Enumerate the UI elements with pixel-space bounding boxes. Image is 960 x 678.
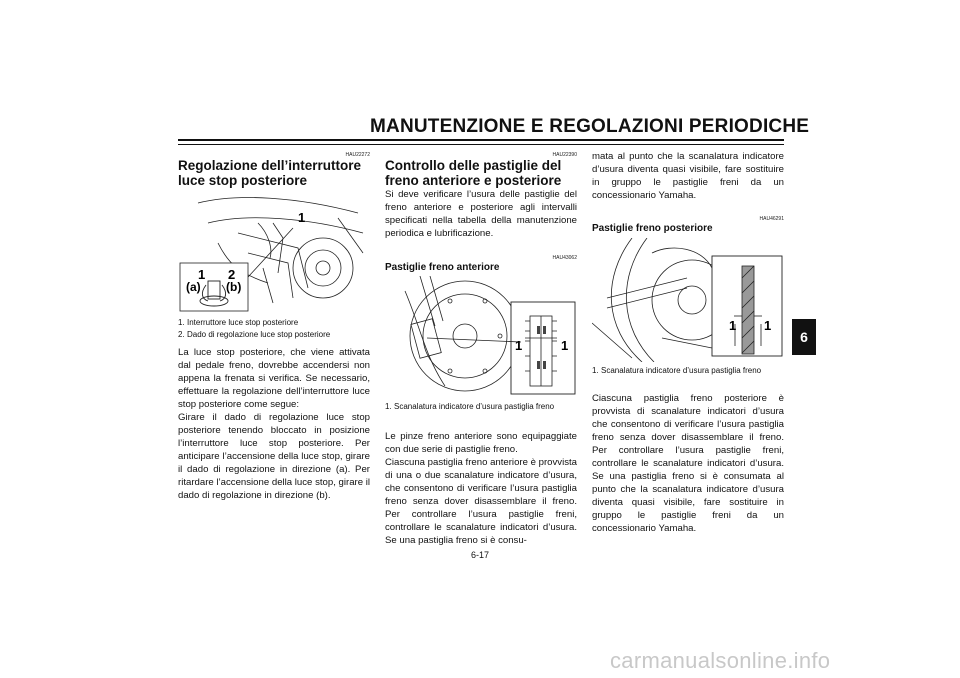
- caption-text: Scanalatura indicatore d’usura pastiglia freno: [394, 402, 555, 411]
- caption-text: Scanalatura indicatore d’usura pastiglia freno: [601, 366, 762, 375]
- body-paragraph: mata al punto che la scanalatura indicatore d’usura diventa quasi visibile, fare sostituire in gruppo le pastiglie freni da un concessionario Yamaha.: [592, 151, 784, 201]
- section-code: HAU22390: [552, 152, 577, 158]
- caption-item: [178, 330, 370, 340]
- caption-num: 2.: [178, 329, 185, 339]
- caption-item: [592, 366, 784, 376]
- caption-list: [178, 318, 370, 339]
- caption-text: Dado di regolazione luce stop posteriore: [187, 329, 331, 339]
- body-paragraph: La luce stop posteriore, che viene attivata dal pedale freno, dovrebbe accendersi non appena la frenata si verifica. Se necessario, effettuare la regolazione dell’interruttore luce stop posteriore come segue:: [178, 347, 370, 410]
- label-1-left: 1: [729, 318, 737, 333]
- label-1: 1: [198, 267, 206, 282]
- caption-text: Interruttore luce stop posteriore: [187, 318, 299, 327]
- caption-item: [385, 402, 577, 412]
- front-brake-figure: [385, 276, 577, 396]
- label-1-right: 1: [764, 318, 772, 333]
- label-1-top: 1: [298, 210, 306, 225]
- section-code: HAU46291: [759, 216, 784, 222]
- page-number: 6-17: [470, 550, 489, 560]
- section-code: HAU43062: [552, 255, 577, 261]
- section-tab: 6: [792, 319, 816, 355]
- watermark: carmanualsonline.info: [610, 648, 831, 673]
- section-heading: Controllo delle pastiglie del freno anteriore e posteriore: [385, 158, 562, 188]
- body-paragraph: Girare il dado di regolazione luce stop posteriore tenendo bloccato in posizione l’interruttore luce stop posteriore. Per anticipare l’accensione della luce stop, girare il dado di regolazione in direzione (a). Per ritardare l’accensione della luce stop, girare il dado di regolazione in direzione (b).: [178, 412, 370, 501]
- caption-list: [592, 366, 784, 376]
- body-paragraph: Le pinze freno anteriore sono equipaggiate con due serie di pastiglie freno.: [385, 431, 577, 455]
- brake-switch-figure: [178, 193, 370, 313]
- page-title: MANUTENZIONE E REGOLAZIONI PERIODICHE: [370, 116, 810, 137]
- caption-num: 1.: [592, 366, 599, 375]
- body-paragraph: Si deve verificare l’usura delle pastiglie del freno anteriore e posteriore agli intervalli specificati nella tabella della manutenzione periodica e lubrificazione.: [385, 189, 577, 239]
- label-2: 2: [228, 267, 236, 282]
- title-rule-thin: [178, 144, 784, 145]
- section-code: HAU22272: [345, 152, 370, 158]
- body-paragraph: Ciascuna pastiglia freno posteriore è provvista di scanalature indicatori d’usura che consentono di verificare l’usura pastiglia freno senza dover disassemblare il freno. Per controllare l’usura pastiglie freni, controllare le scanalature indicatori d’usura. Se una pastiglia freno si è consumata al punto che la scanalatura indicatore d’usura diventa quasi visibile, fare sostituire in gruppo le pastiglie freni da un concessionario Yamaha.: [592, 393, 784, 534]
- label-1-left: 1: [515, 338, 523, 353]
- label-a: (a): [186, 280, 201, 294]
- label-b: (b): [226, 280, 242, 294]
- title-rule: [178, 139, 784, 141]
- section-heading: Regolazione dell’interruttore luce stop posteriore: [178, 158, 362, 188]
- caption-num: 1.: [385, 402, 392, 411]
- label-1-right: 1: [561, 338, 569, 353]
- subheading: Pastiglie freno anteriore: [385, 262, 500, 273]
- subheading: Pastiglie freno posteriore: [592, 223, 713, 234]
- body-paragraph: Ciascuna pastiglia freno anteriore è provvista di una o due scanalature indicatore d’usura, che consentono di verificare l’usura pastiglia freno senza dover disassemblare il freno. Per controllare l’usura pastiglie freni, controllare le scanalature indicatori d’usura. Se una pastiglia freno si è consu-: [385, 457, 577, 546]
- caption-num: 1.: [178, 318, 185, 327]
- caption-item: [178, 318, 370, 328]
- rear-brake-figure: [592, 238, 784, 362]
- caption-list: [385, 402, 577, 412]
